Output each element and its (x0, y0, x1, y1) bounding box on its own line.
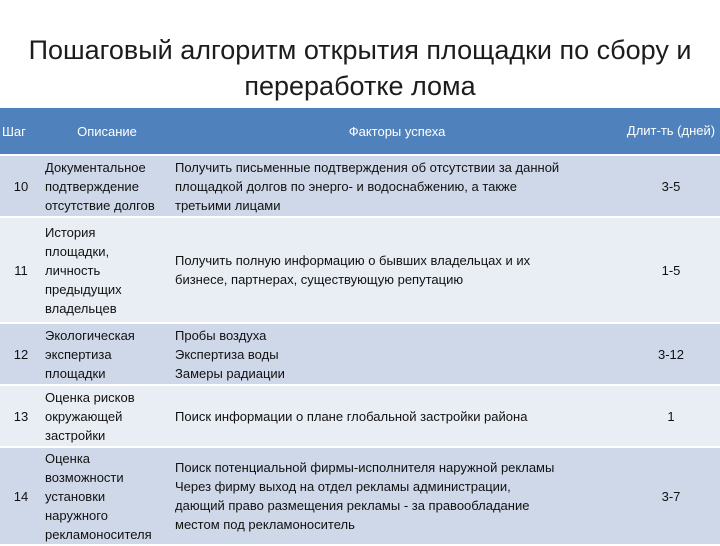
row-factors: Поиск потенциальной фирмы-исполнителя наружной рекламы Через фирму выход на отдел рекламы администрации, дающий право размещения рекламы - за правообладание местом под рекламоноситель (172, 447, 622, 545)
header-factors: Факторы успеха (172, 108, 622, 155)
header-description: Описание (42, 108, 172, 155)
row-description: Оценка рисков окружающей застройки (42, 385, 172, 447)
row-duration: 3-5 (622, 155, 720, 217)
row-step: 10 (0, 155, 42, 217)
row-description: Экологическая экспертиза площадки (42, 323, 172, 385)
table-row (0, 155, 720, 217)
header-step: Шаг (0, 108, 42, 155)
header-duration: Длит-ть (дней) (622, 108, 720, 155)
table-row (0, 217, 720, 323)
table-row (0, 385, 720, 447)
row-step: 12 (0, 323, 42, 385)
table-header-row (0, 108, 720, 155)
row-description: Оценка возможности установки наружного рекламоносителя (42, 447, 172, 545)
row-duration: 3-12 (622, 323, 720, 385)
steps-table (0, 108, 720, 546)
page-title: Пошаговый алгоритм открытия площадки по сбору и переработке лома (28, 35, 692, 101)
row-duration: 1-5 (622, 217, 720, 323)
row-factors: Получить полную информацию о бывших владельцах и их бизнесе, партнерах, существующую репутацию (172, 217, 622, 323)
table-row (0, 323, 720, 385)
row-description: Документальное подтверждение отсутствие долгов (42, 155, 172, 217)
row-duration: 1 (622, 385, 720, 447)
row-step: 11 (0, 217, 42, 323)
row-step: 14 (0, 447, 42, 545)
row-step: 13 (0, 385, 42, 447)
row-factors: Получить письменные подтверждения об отсутствии за данной площадкой долгов по энерго- и водоснабжению, а также третьими лицами (172, 155, 622, 217)
row-description: История площадки, личность предыдущих владельцев (42, 217, 172, 323)
row-factors: Поиск информации о плане глобальной застройки района (172, 385, 622, 447)
row-duration: 3-7 (622, 447, 720, 545)
table-row (0, 447, 720, 545)
row-factors: Пробы воздуха Экспертиза воды Замеры радиации (172, 323, 622, 385)
